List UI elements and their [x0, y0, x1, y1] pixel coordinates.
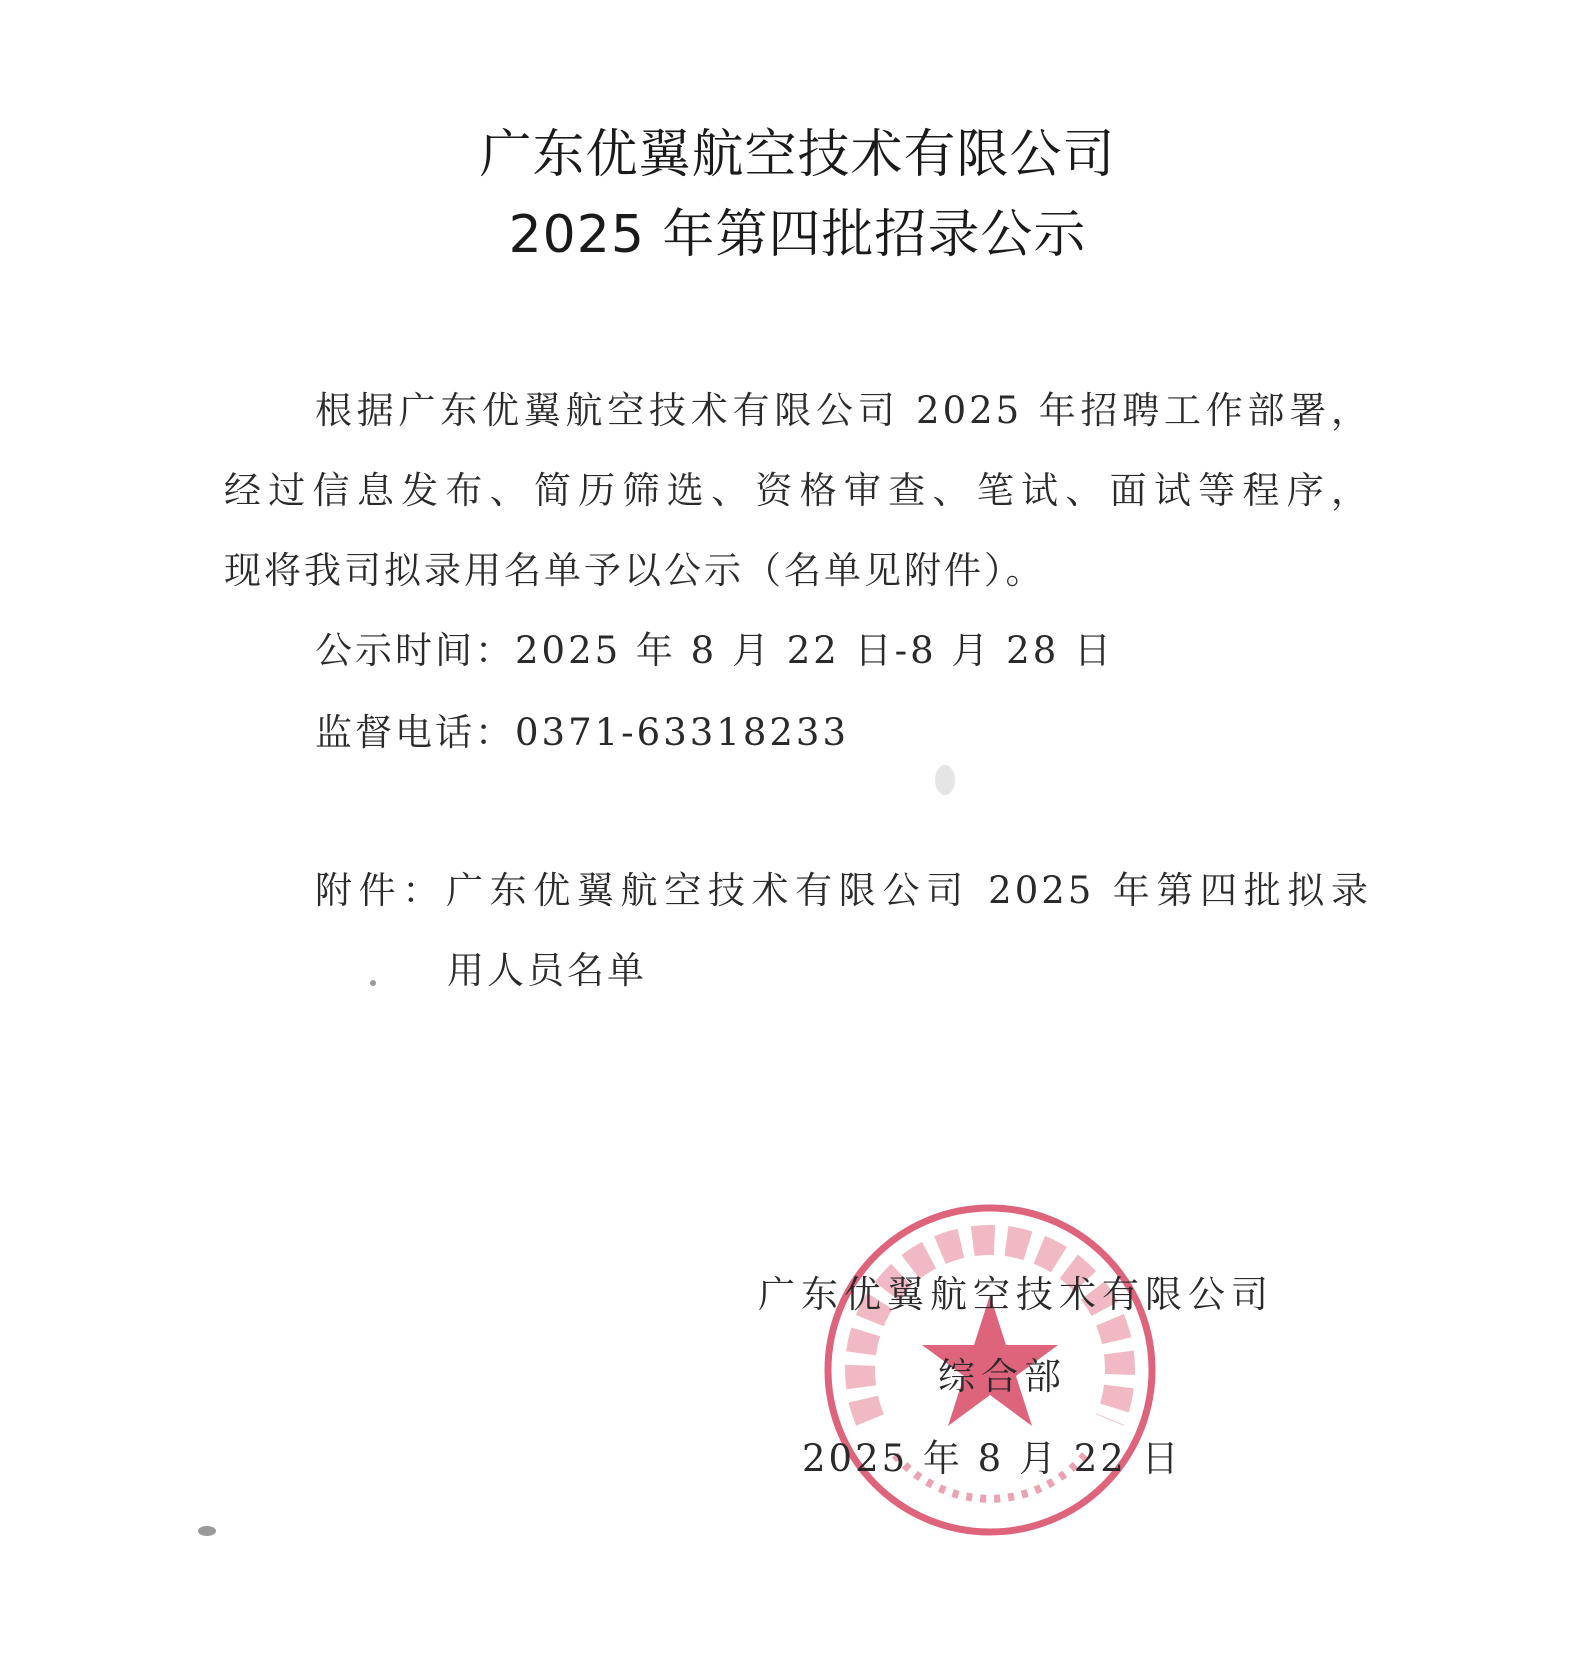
attachment-line2: 用人员名单	[447, 949, 647, 992]
scan-speck	[370, 980, 376, 986]
body-para1-line2: 经过信息发布、简历筛选、资格审查、笔试、面试等程序，	[224, 469, 1371, 512]
document-title-line2: 2025 年第四批招录公示	[508, 205, 1087, 265]
publicity-period: 公示时间：2025 年 8 月 22 日-8 月 28 日	[315, 629, 1114, 672]
attachment-line1: 附件：广东优翼航空技术有限公司 2025 年第四批拟录	[315, 869, 1371, 912]
body-para1-line3: 现将我司拟录用名单予以公示（名单见附件）。	[224, 549, 1046, 592]
signature-company: 广东优翼航空技术有限公司	[758, 1273, 1274, 1316]
scan-speck	[935, 765, 955, 795]
supervision-phone: 监督电话：0371-63318233	[315, 711, 849, 754]
signature-department: 综合部	[938, 1355, 1067, 1398]
scan-speck	[198, 1526, 216, 1536]
document-title-line1: 广东优翼航空技术有限公司	[479, 125, 1116, 185]
body-para1-line1: 根据广东优翼航空技术有限公司 2025 年招聘工作部署，	[315, 389, 1371, 432]
signature-date: 2025 年 8 月 22 日	[802, 1437, 1182, 1480]
